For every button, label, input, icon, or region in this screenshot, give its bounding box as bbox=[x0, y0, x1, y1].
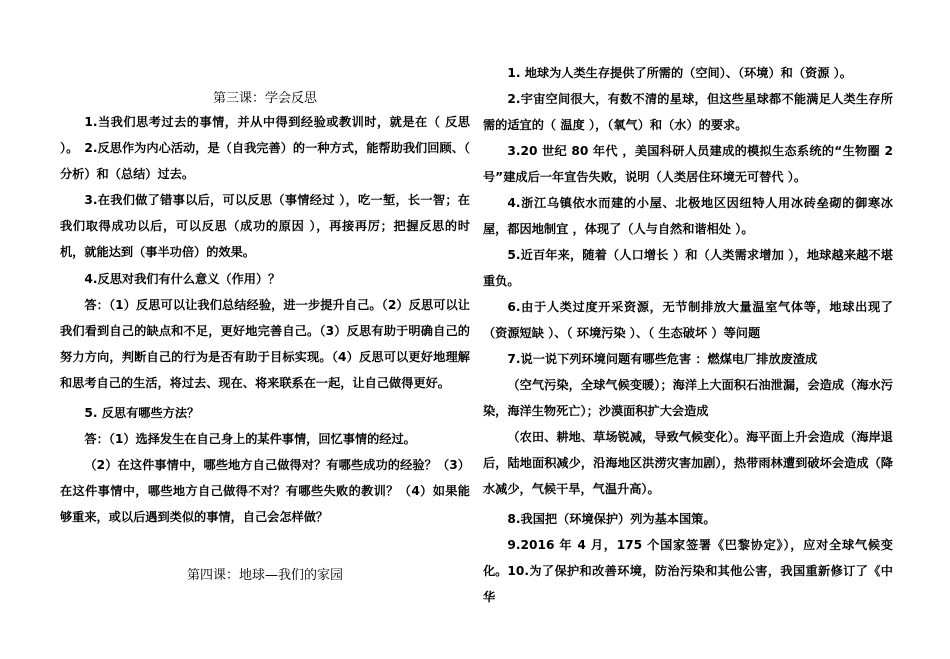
lesson-3-item-5-answer-1: 答：（1）选择发生在自己身上的某件事情，回忆事情的经过。 bbox=[84, 432, 416, 446]
lesson-4-item-6: 6.由于人类过度开采资源，无节制排放大量温室气体等，地球出现了（资源短缺 ）、（ 环境污染 ）、（ 生态破坏 ）等问题 bbox=[483, 300, 893, 340]
lesson-3-item-5: 5. 反思有哪些方法？ bbox=[84, 406, 200, 420]
lesson-4-item-7: 7.说一说下列环境问题有哪些危害 ：燃煤电厂排放废渣成 bbox=[507, 352, 818, 366]
lesson-3-item-3: 3.在我们做了错事以后，可以反思（事情经过 ），吃一堑，长一智；在我们取得成功以后，可以反思（成功的原因 ），再接再厉；把握反思的时机，就能达到（事半功倍）的效果。 bbox=[60, 193, 470, 259]
lesson-3-item-1: 1.当我们思考过去的事情，并从中得到经验或教训时，就是在（ 反思 ）。 bbox=[60, 115, 470, 155]
lesson-4-item-1: 1. 地球为人类生存提供了所需的（空间）、（环境）和（资源 ）。 bbox=[507, 66, 852, 80]
lesson-3-item-2: 2.反思作为内心活动，是（自我完善）的一种方式，能帮助我们回顾、（ 分析）和（总结）过去。 bbox=[60, 141, 470, 181]
lesson-3-item-5-answer-2: （2）在这件事情中，哪些地方自己做得对？有哪些成功的经验？（3）在这件事情中，哪些地方自己做得不对？有哪些失败的教训？（4）如果能够重来，或以后遇到类似的事情，自己会怎样做？ bbox=[60, 458, 470, 524]
lesson-4-item-5: 5.近百年来，随着（人口增长 ）和（人类需求增加 ），地球越来越不堪重负。 bbox=[483, 248, 893, 288]
lesson-4-item-9: 9.2016 年 4 月，175 个国家签署《巴黎协定》），应对全球气候变化。 bbox=[483, 538, 893, 578]
lesson-4-item-4: 4.浙江乌镇依水而建的小屋、北极地区因纽特人用冰砖垒砌的御寒冰屋，都因地制宜 ，体现了（人与自然和谐相处 ）。 bbox=[483, 196, 893, 236]
lesson-4-item-2: 2.宇宙空间很大，有数不清的星球，但这些星球都不能满足人类生存所需的适宜的（ 温度 ），（氧气）和（水）的要求。 bbox=[483, 92, 893, 132]
lesson-4-item-7-part-a: （空气污染，全球气候变暖）；海洋上大面积石油泄漏，会造成（海水污染，海洋生物死亡）；沙漠面积扩大会造成 bbox=[483, 378, 893, 418]
lesson-3-title: 第三课：学会反思 bbox=[212, 91, 317, 106]
lesson-4-item-10: 10.为了保护和改善环境，防治污染和其他公害，我国重新修订了《中华 bbox=[483, 564, 893, 604]
lesson-4-title: 第四课：地球—我们的家园 bbox=[186, 568, 343, 583]
lesson-4-item-7-part-b: （农田、耕地、草场锐减，导致气候变化）。海平面上升会造成（海岸退后，陆地面积减少，沿海地区洪涝灾害加剧），热带雨林遭到破坏会造成（降水减少，气候干旱，气温升高）。 bbox=[483, 430, 893, 496]
lesson-3-item-4-answer: 答：（1）反思可以让我们总结经验，进一步提升自己。（2）反思可以让我们看到自己的缺点和不足，更好地完善自己。（3）反思有助于明确自己的努力方向，判断自己的行为是否有助于目标实现。（4）反思可以更好地理解和思考自己的生活，将过去、现在、将来联系在一起，让自己做得更好。 bbox=[60, 298, 470, 390]
lesson-4-item-3: 3.20 世纪 80 年代 ，美国科研人员建成的模拟生态系统的“生物圈 2 号”建成后一年宣告失败，说明（人类居住环境无可替代 ）。 bbox=[483, 144, 893, 184]
lesson-4-item-8: 8.我国把（环境保护）列为基本国策。 bbox=[507, 512, 716, 526]
lesson-3-item-4: 4.反思对我们有什么意义（作用）？ bbox=[84, 272, 281, 286]
